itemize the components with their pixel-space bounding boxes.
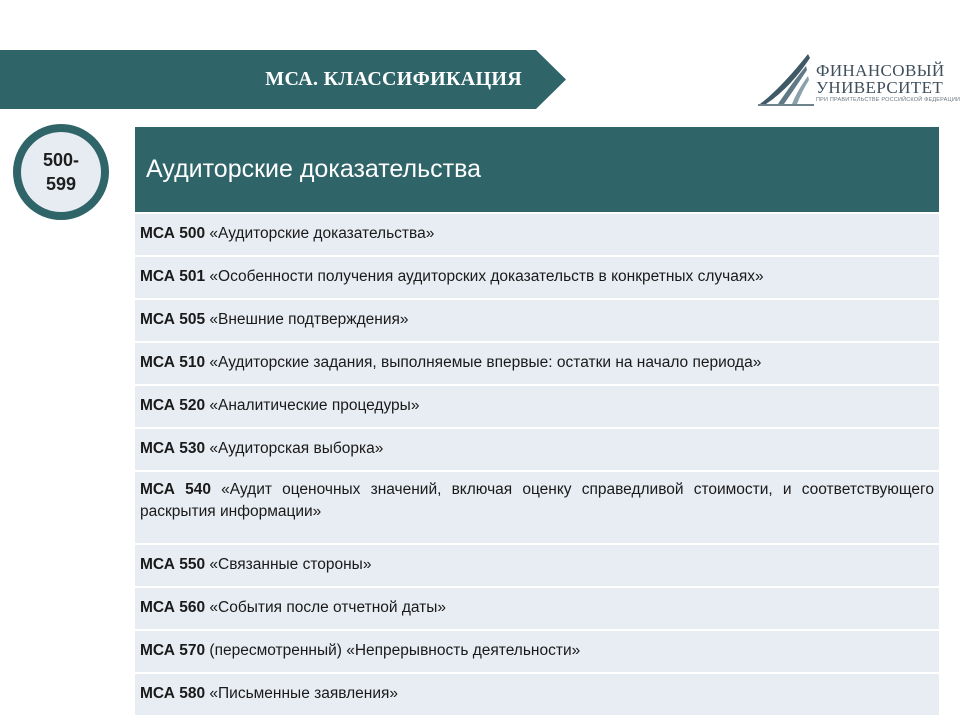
logo-subline: ПРИ ПРАВИТЕЛЬСТВЕ РОССИЙСКОЙ ФЕДЕРАЦИИ	[816, 97, 960, 103]
university-logo-icon	[756, 52, 814, 108]
logo-text-line1: ФИНАНСОВЫЙ	[816, 61, 945, 80]
standard-code: МСА 505	[140, 311, 206, 328]
table-row	[135, 384, 939, 427]
table-row	[135, 586, 939, 629]
table-row	[135, 470, 939, 543]
standard-title: «Аудит оценочных значений, включая оценку справедливой стоимости, и соответствующего раскрытия информации»	[140, 481, 934, 520]
standard-title: «Внешние подтверждения»	[209, 311, 409, 328]
standard-code: МСА 570	[140, 642, 206, 659]
table-row	[135, 212, 939, 255]
table-row	[135, 629, 939, 672]
standard-code: МСА 540	[140, 481, 211, 498]
table-row	[135, 298, 939, 341]
standard-title: «Аудиторские задания, выполняемые впервые: остатки на начало периода»	[209, 354, 762, 371]
table-row	[135, 255, 939, 298]
standard-title: «Аудиторская выборка»	[209, 440, 384, 457]
table-row	[135, 672, 939, 715]
header-banner	[0, 50, 566, 109]
standard-title: «Письменные заявления»	[209, 685, 399, 702]
standard-title: «Аналитические процедуры»	[209, 397, 420, 414]
table-heading: Аудиторские доказательства	[135, 127, 939, 212]
logo-text-line2: УНИВЕРСИТЕТ	[816, 78, 944, 97]
standard-code: МСА 560	[140, 599, 206, 616]
table-row	[135, 543, 939, 586]
standard-title: «Связанные стороны»	[209, 556, 372, 573]
standard-code: МСА 580	[140, 685, 206, 702]
standard-code: МСА 550	[140, 556, 206, 573]
standard-title: «Особенности получения аудиторских доказательств в конкретных случаях»	[209, 268, 764, 285]
table-row	[135, 341, 939, 384]
standard-title: «Аудиторские доказательства»	[209, 225, 435, 242]
standard-title: «События после отчетной даты»	[209, 599, 447, 616]
standard-code: МСА 530	[140, 440, 206, 457]
range-badge-label: 500- 599	[21, 132, 101, 212]
range-badge	[13, 124, 109, 220]
standard-code: МСА 501	[140, 268, 206, 285]
standard-code: МСА 500	[140, 225, 206, 242]
university-logo	[756, 52, 960, 108]
standards-table	[135, 127, 939, 715]
table-row	[135, 427, 939, 470]
standard-code: МСА 520	[140, 397, 206, 414]
standard-code: МСА 510	[140, 354, 206, 371]
table-body	[135, 212, 939, 715]
standard-title: (пересмотренный) «Непрерывность деятельности»	[209, 642, 581, 659]
page-title: МСА. КЛАССИФИКАЦИЯ	[265, 68, 522, 90]
